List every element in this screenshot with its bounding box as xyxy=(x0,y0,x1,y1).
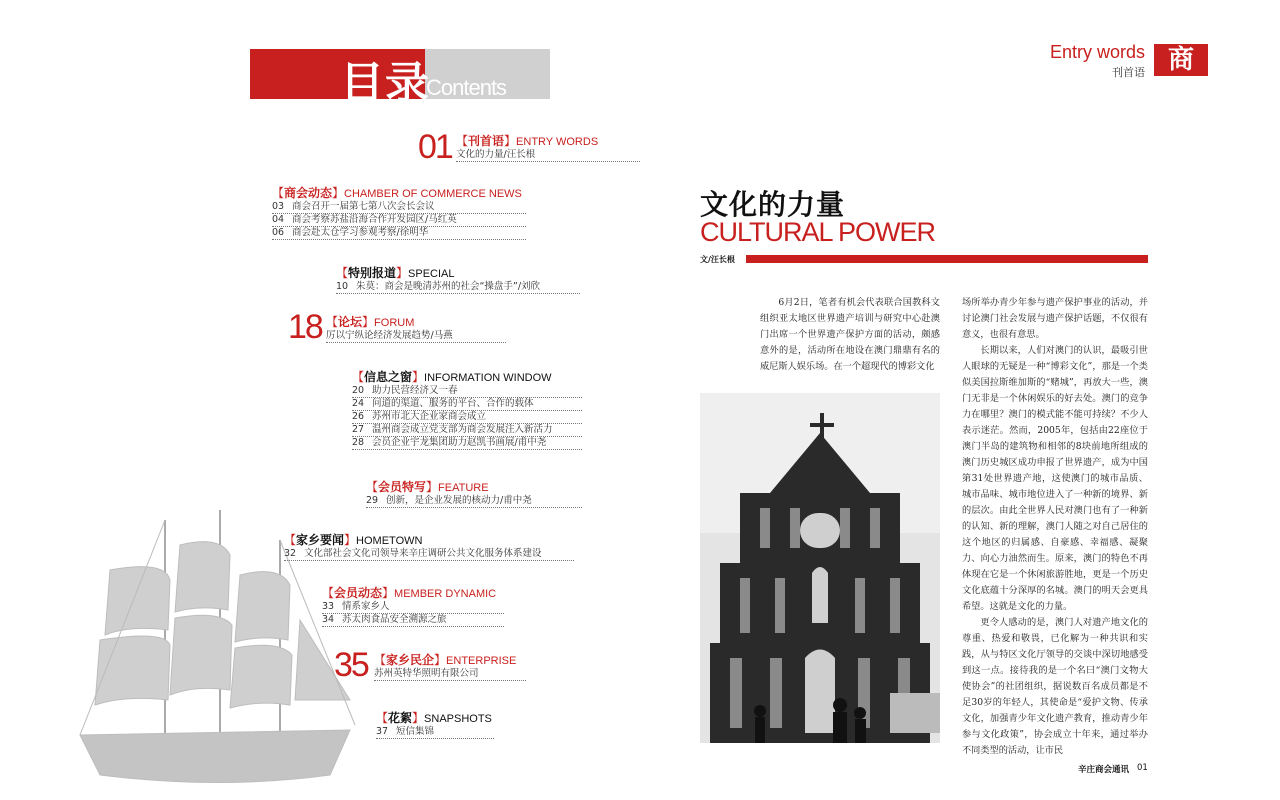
article-title-en: CULTURAL POWER xyxy=(700,217,936,247)
section-heading: 【刊首语】ENTRY WORDS xyxy=(456,134,599,148)
toc-section-hometown xyxy=(284,531,574,561)
section-heading: 【花絮】SNAPSHOTS xyxy=(376,711,492,725)
church-facade-icon xyxy=(700,393,940,743)
toc-entry[interactable]: 27 温州商会成立党支部为商会发展注入新活力 xyxy=(352,424,582,437)
section-heading: 【特别报道】SPECIAL xyxy=(336,266,455,280)
article-title-cn: 文化的力量 xyxy=(700,188,846,221)
article-column-2 xyxy=(962,295,1148,756)
toc-section-info xyxy=(352,368,582,450)
article-paragraph: 场所举办青少年参与遗产保护事业的活动，并讨论澳门社会发展与遗产保护话题，不仅很有意义，也很有意思。 xyxy=(962,297,1148,340)
toc-section-forum xyxy=(326,313,506,343)
toc-entry[interactable]: 06 商会赴太仓学习参观考察/徐明华 xyxy=(272,227,526,240)
article-column-1 xyxy=(760,295,940,375)
footer-page-number: 01 xyxy=(1137,763,1148,773)
toc-section-feature xyxy=(366,478,582,508)
toc-section-special xyxy=(336,264,580,294)
footer-publication-name: 辛庄商会通讯 xyxy=(1078,765,1130,775)
entry-words-sub: 刊首语 xyxy=(1112,66,1145,79)
toc-entry[interactable]: 文化的力量/汪长根 xyxy=(456,149,640,162)
toc-num-forum: 18 xyxy=(288,308,322,346)
toc-entry[interactable]: 20 助力民营经济又一春 xyxy=(352,385,582,398)
toc-title-cn: 目录 xyxy=(340,58,430,109)
toc-title-en: Contents xyxy=(426,75,507,100)
toc-entry[interactable]: 29 创新，是企业发展的核动力/甫中尧 xyxy=(366,495,582,508)
article-paragraph: 更令人感动的是，澳门人对遗产地文化的尊重、热爱和敬畏，已化解为一种共识和实践，从与特区文化厅领导的交谈中深切地感受到这一点。接待我的是一个名曰“澳门文物大使协会”的社团组织，据说数百名成员都是不足30岁的年轻人，其使命是“爱护文物、传承文化，加强青少年文化遗产教育，推动青少年参与文化政策”，协会成立十年来，通过举办不同类型的活动，让市民 xyxy=(962,617,1148,756)
article-byline: 文/汪长根 xyxy=(700,255,735,264)
article-paragraph: 长期以来，人们对澳门的认识，最吸引世人眼球的无疑是一种“博彩文化”，那是一个类似美国拉斯维加斯的“赌城”，再放大一些，澳门无非是一个休闲娱乐的好去处。澳门的竞争力在哪里？澳门的模式能不能可持续？不少人表示迷茫。然而，2005年，包括由22座位于澳门半岛的建筑物和相邻的8块前地所组成的澳门历史城区成功申报了世界遗产，成为中国第31处世界遗产地，这使澳门的城市品质、城市品味、城市地位进入了一种新的境界、新的层次。由此全世界人民对澳门也有了一种新的认知、新的理解，澳门人随之对自己居住的这个地区的归属感、自豪感、幸福感、凝聚力、向心力油然而生。原来，澳门的特色不再体现在它是一个休闲旅游胜地，更是一个历史文化底蕴十分深厚的名城。澳门的明天会更具希望。这就是文化的力量。 xyxy=(962,345,1148,612)
entry-words-label: Entry words xyxy=(1050,42,1146,62)
toc-section-enterprise xyxy=(374,651,526,681)
toc-entry[interactable]: 33 情系家乡人 xyxy=(322,601,504,614)
section-heading: 【商会动态】CHAMBER OF COMMERCE NEWS xyxy=(272,186,522,200)
section-heading: 【信息之窗】INFORMATION WINDOW xyxy=(352,370,552,384)
section-heading: 【家乡要闻】HOMETOWN xyxy=(284,533,423,547)
toc-section-entry-words[interactable] xyxy=(456,132,640,162)
toc-entry[interactable]: 34 苏太肉食品安全溯源之旅 xyxy=(322,614,504,627)
toc-entry[interactable]: 04 商会考察苏盐沿海合作开发园区/马红英 xyxy=(272,214,526,227)
toc-section-snapshots xyxy=(376,709,494,739)
toc-entry[interactable]: 厉以宁纵论经济发展趋势/马燕 xyxy=(326,330,506,343)
toc-num-entry-words: 01 xyxy=(418,128,452,166)
toc-entry[interactable]: 03 商会召开一届第七第八次会长会议 xyxy=(272,201,526,214)
toc-entry[interactable]: 32 文化部社会文化司领导来辛庄调研公共文化服务体系建设 xyxy=(284,548,574,561)
toc-section-member xyxy=(322,584,504,627)
toc-entry[interactable]: 10 朱莫：商会是晚清苏州的社会“操盘手”/刘欣 xyxy=(336,281,580,294)
toc-entry[interactable]: 37 短信集锦 xyxy=(376,726,494,739)
article-photo xyxy=(700,393,940,743)
shang-logo-box: 商 xyxy=(1154,44,1208,76)
toc-entry[interactable]: 28 会员企业宇龙集团助力赵凯书画展/甫中尧 xyxy=(352,437,582,450)
section-heading: 【会员特写】FEATURE xyxy=(366,480,489,494)
byline-red-bar xyxy=(746,255,1148,263)
article-paragraph: 6月2日，笔者有机会代表联合国教科文组织亚太地区世界遗产培训与研究中心赴澳门出席一个世界遗产保护方面的活动，颇感意外的是，活动所在地设在澳门鼎鼎有名的威尼斯人娱乐场。在一个超现代的博彩文化 xyxy=(760,297,940,372)
toc-entry[interactable]: 26 苏州市北大企业家商会成立 xyxy=(352,411,582,424)
section-heading: 【会员动态】MEMBER DYNAMIC xyxy=(322,586,497,600)
section-heading: 【家乡民企】ENTERPRISE xyxy=(374,653,517,667)
toc-entry[interactable]: 24 问道的渠道、服务的平台、合作的载体 xyxy=(352,398,582,411)
toc-entry[interactable]: 苏州英特华照明有限公司 xyxy=(374,668,526,681)
section-heading: 【论坛】FORUM xyxy=(326,315,415,329)
toc-section-chamber xyxy=(272,184,526,240)
toc-num-enterprise: 35 xyxy=(334,646,368,684)
toc-header xyxy=(250,49,550,109)
